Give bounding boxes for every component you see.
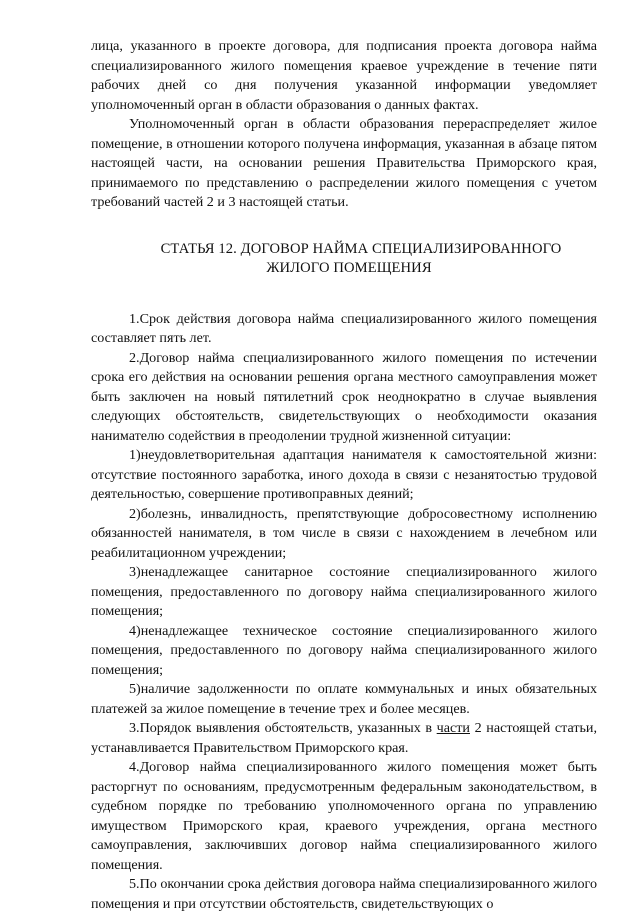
item-3-text-before: 3.Порядок выявления обстоятельств, указанных в bbox=[129, 720, 437, 736]
paragraph-item-5: 5.По окончании срока действия договора найма специализированного жилого помещения и при отсутствии обстоятельств, свидетельствующих о bbox=[91, 876, 597, 912]
part-link[interactable]: части bbox=[436, 720, 470, 736]
paragraph-redistribution: Уполномоченный орган в области образования перераспределяет жилое помещение, в отношении которого получена информация, указанная в абзаце пятом настоящей части, на основании решения Правительства Приморского края, принимаемого по представлению о распределении жилого помещения с учетом требований частей 2 и 3 настоящей статьи. bbox=[91, 116, 597, 210]
paragraph-item-1: 1.Срок действия договора найма специализированного жилого помещения составляет пять лет. bbox=[91, 310, 597, 346]
subitem-4: 4)ненадлежащее техническое состояние специализированного жилого помещения, предоставленного по договору найма специализированного жилого помещения; bbox=[91, 622, 597, 678]
subitem-2: 2)болезнь, инвалидность, препятствующие добросовестному исполнению обязанностей нанимателя, в том числе в связи с нахождением в лечебном или реабилитационном учреждении; bbox=[91, 505, 597, 561]
article-heading-line1: СТАТЬЯ 12. ДОГОВОР НАЙМА СПЕЦИАЛИЗИРОВАННОГО bbox=[160, 240, 562, 257]
paragraph-item-3 bbox=[91, 719, 597, 758]
subitem-1: 1)неудовлетворительная адаптация нанимателя к самостоятельной жизни: отсутствие постоянного заработка, иного дохода в связи с незанятостью трудовой деятельностью, совершение противоправных деяний; bbox=[91, 447, 597, 502]
paragraph-item-2: 2.Договор найма специализированного жилого помещения по истечении срока его действия на основании решения органа местного самоуправления может быть заключен на новый пятилетний срок неоднократно в случае выявления следующих обстоятельств, свидетельствующих о необходимости оказания нанимателю содействия в преодолении трудной жизненной ситуации: bbox=[91, 349, 597, 444]
subitem-3: 3)ненадлежащее санитарное состояние специализированного жилого помещения, предоставленного по договору найма специализированного жилого помещения; bbox=[91, 564, 597, 619]
document-page bbox=[91, 37, 597, 914]
article-heading bbox=[91, 240, 597, 279]
item-3-text-after: 2 настоящей статьи, устанавливается Правительством Приморского края. bbox=[91, 720, 597, 756]
paragraph-item-4: 4.Договор найма специализированного жилого помещения может быть расторгнут по основаниям, предусмотренным федеральным законодательством, в судебном порядке по требованию уполномоченного органа по управлению имуществом Приморского края, краевого учреждения, органа местного самоуправления, заключивших договор найма специализированного жилого помещения. bbox=[91, 759, 597, 873]
paragraph-continuation: лица, указанного в проекте договора, для подписания проекта договора найма специализированного жилого помещения краевое учреждение в течение пяти рабочих дней со дня получения указанной информации уведомляет уполномоченный орган в области образования о данных фактах. bbox=[91, 38, 597, 113]
article-heading-line2: ЖИЛОГО ПОМЕЩЕНИЯ bbox=[266, 260, 432, 276]
subitem-5: 5)наличие задолженности по оплате коммунальных и иных обязательных платежей за жилое помещение в течение трех и более месяцев. bbox=[91, 681, 597, 717]
